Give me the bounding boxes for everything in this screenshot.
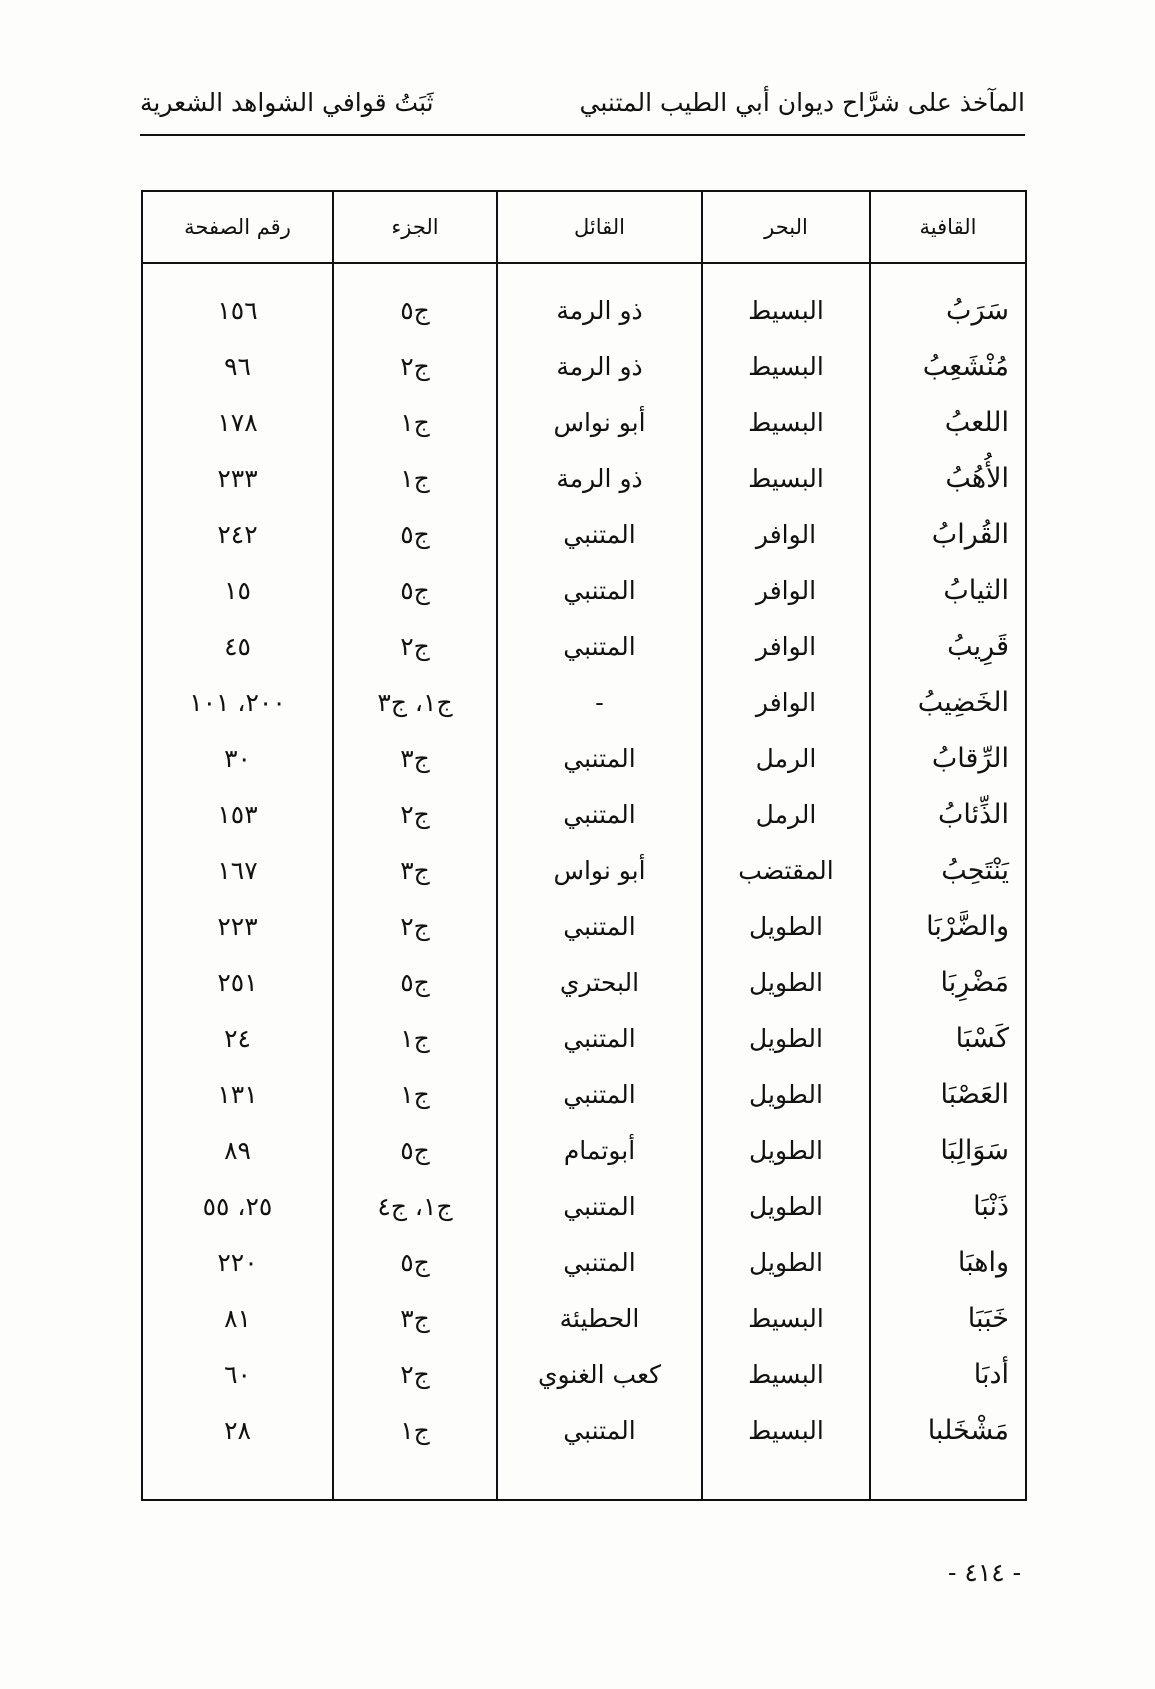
- table-row: [142, 1234, 1026, 1290]
- part-cell: ج١: [333, 450, 497, 506]
- table-row: [142, 1346, 1026, 1402]
- meter-cell: البسيط: [702, 450, 870, 506]
- page-cell: ٢٥، ٥٥: [202, 1191, 273, 1221]
- table-row: [142, 450, 1026, 506]
- part-cell: ج٢: [333, 338, 497, 394]
- poet-cell: المتنبي: [497, 1402, 702, 1458]
- table-row: [142, 954, 1026, 1010]
- rhyme-cell: العَصْبَا: [870, 1066, 1026, 1122]
- part-cell: ج٢: [333, 618, 497, 674]
- page-cell: ١٥: [224, 575, 251, 605]
- page-cell: ٦٠: [224, 1359, 251, 1389]
- table-row: [142, 898, 1026, 954]
- page-cell: ٢٤٢: [217, 519, 258, 549]
- page-cell: ١٥٦: [217, 295, 258, 325]
- table-header: [142, 191, 1026, 263]
- part-cell: ج٢: [333, 786, 497, 842]
- meter-cell: الوافر: [702, 674, 870, 730]
- table-row: [142, 562, 1026, 618]
- poet-cell: المتنبي: [497, 1178, 702, 1234]
- meter-cell: البسيط: [702, 394, 870, 450]
- table-row: [142, 674, 1026, 730]
- part-cell: ج٥: [333, 282, 497, 338]
- rhyme-cell: مُنْشَعِبُ: [870, 338, 1026, 394]
- part-cell: ج٢: [333, 898, 497, 954]
- meter-cell: الطويل: [702, 1010, 870, 1066]
- table-row: [142, 842, 1026, 898]
- part-cell: ج٢: [333, 1346, 497, 1402]
- poet-cell: المتنبي: [497, 562, 702, 618]
- rhyme-cell: اللعبُ: [870, 394, 1026, 450]
- table-row: [142, 1402, 1026, 1458]
- page-cell: ٣٠: [224, 743, 251, 773]
- rhyme-cell: سَرَبُ: [870, 282, 1026, 338]
- poet-cell: المتنبي: [497, 1234, 702, 1290]
- rhyme-cell: الرِّقابُ: [870, 730, 1026, 786]
- part-cell: ج٣: [333, 730, 497, 786]
- rhyme-cell: القُرابُ: [870, 506, 1026, 562]
- table-spacer: [142, 1458, 1026, 1500]
- rhyme-cell: الأُهُبُ: [870, 450, 1026, 506]
- meter-cell: الطويل: [702, 1234, 870, 1290]
- part-cell: ج٣: [333, 842, 497, 898]
- running-header: [140, 78, 1025, 136]
- meter-cell: الطويل: [702, 1122, 870, 1178]
- poet-cell: البحتري: [497, 954, 702, 1010]
- rhyme-cell: والضَّرْبَا: [870, 898, 1026, 954]
- table-row: [142, 1010, 1026, 1066]
- page-cell: ٢٥١: [217, 967, 258, 997]
- page-cell: ١٣١: [217, 1079, 258, 1109]
- part-cell: ج١: [333, 1066, 497, 1122]
- meter-cell: البسيط: [702, 338, 870, 394]
- meter-cell: الطويل: [702, 1066, 870, 1122]
- table-row: [142, 394, 1026, 450]
- meter-cell: الرمل: [702, 730, 870, 786]
- poet-cell: أبوتمام: [497, 1122, 702, 1178]
- page-cell: ١٥٣: [217, 799, 258, 829]
- rhyme-cell: أدبَا: [870, 1346, 1026, 1402]
- page-cell: ٩٦: [224, 351, 251, 381]
- part-cell: ج١، ج٣: [333, 674, 497, 730]
- poet-cell: المتنبي: [497, 1066, 702, 1122]
- meter-cell: البسيط: [702, 1346, 870, 1402]
- column-header-page: رقم الصفحة: [142, 191, 333, 263]
- poet-cell: المتنبي: [497, 730, 702, 786]
- poet-cell: كعب الغنوي: [497, 1346, 702, 1402]
- meter-cell: المقتضب: [702, 842, 870, 898]
- page-number: - ٤١٤ -: [948, 1558, 1022, 1587]
- meter-cell: الوافر: [702, 506, 870, 562]
- page-cell: ٢٢٠: [217, 1247, 258, 1277]
- part-cell: ج٥: [333, 562, 497, 618]
- rhyme-cell: واهبَا: [870, 1234, 1026, 1290]
- meter-cell: البسيط: [702, 282, 870, 338]
- poet-cell: المتنبي: [497, 1010, 702, 1066]
- part-cell: ج٣: [333, 1290, 497, 1346]
- meter-cell: الطويل: [702, 954, 870, 1010]
- page-cell: ٢٤: [224, 1023, 251, 1053]
- rhyme-cell: سَوَالِبَا: [870, 1122, 1026, 1178]
- poet-cell: المتنبي: [497, 786, 702, 842]
- part-cell: ج٥: [333, 954, 497, 1010]
- table-row: [142, 506, 1026, 562]
- table-row: [142, 282, 1026, 338]
- rhyme-cell: الخَضِيبُ: [870, 674, 1026, 730]
- poet-cell: المتنبي: [497, 506, 702, 562]
- table-row: [142, 1290, 1026, 1346]
- meter-cell: الوافر: [702, 618, 870, 674]
- part-cell: ج٥: [333, 1234, 497, 1290]
- book-title: المآخذ على شرَّاح ديوان أبي الطيب المتنبي: [579, 88, 1025, 117]
- table-row: [142, 786, 1026, 842]
- part-cell: ج٥: [333, 506, 497, 562]
- table-body: [142, 263, 1026, 1500]
- poet-cell: -: [497, 674, 702, 730]
- table-row: [142, 730, 1026, 786]
- column-header-rhyme: القافية: [870, 191, 1026, 263]
- table-row: [142, 618, 1026, 674]
- rhyme-cell: قَرِيبُ: [870, 618, 1026, 674]
- meter-cell: البسيط: [702, 1290, 870, 1346]
- column-header-meter: البحر: [702, 191, 870, 263]
- rhyme-cell: ذَنْبَا: [870, 1178, 1026, 1234]
- rhyme-cell: كَسْبَا: [870, 1010, 1026, 1066]
- rhyme-cell: الذِّئابُ: [870, 786, 1026, 842]
- table-row: [142, 1122, 1026, 1178]
- rhymes-index-table: [141, 190, 1027, 1501]
- page-cell: ٢٠٠، ١٠١: [189, 687, 286, 717]
- poet-cell: أبو نواس: [497, 842, 702, 898]
- page-cell: ٢٣٣: [217, 463, 258, 493]
- page-cell: ٤٥: [224, 631, 251, 661]
- poet-cell: الحطيئة: [497, 1290, 702, 1346]
- column-header-poet: القائل: [497, 191, 702, 263]
- header-row: [142, 191, 1026, 263]
- page-cell: ١٦٧: [217, 855, 258, 885]
- poet-cell: المتنبي: [497, 898, 702, 954]
- rhyme-cell: مَشْخَلبا: [870, 1402, 1026, 1458]
- meter-cell: البسيط: [702, 1402, 870, 1458]
- page-cell: ١٧٨: [217, 407, 258, 437]
- table-row: [142, 1178, 1026, 1234]
- rhyme-cell: مَضْرِبَا: [870, 954, 1026, 1010]
- part-cell: ج١: [333, 1402, 497, 1458]
- rhyme-cell: الثيابُ: [870, 562, 1026, 618]
- page-cell: ٢٢٣: [217, 911, 258, 941]
- meter-cell: الطويل: [702, 898, 870, 954]
- poet-cell: المتنبي: [497, 618, 702, 674]
- part-cell: ج١، ج٤: [333, 1178, 497, 1234]
- part-cell: ج٥: [333, 1122, 497, 1178]
- table-row: [142, 338, 1026, 394]
- table-spacer: [142, 263, 1026, 282]
- part-cell: ج١: [333, 1010, 497, 1066]
- poet-cell: أبو نواس: [497, 394, 702, 450]
- section-title: ثَبَتُ قوافي الشواهد الشعرية: [140, 88, 434, 117]
- poet-cell: ذو الرمة: [497, 282, 702, 338]
- poet-cell: ذو الرمة: [497, 450, 702, 506]
- table-row: [142, 1066, 1026, 1122]
- page-cell: ٨١: [224, 1303, 251, 1333]
- rhyme-cell: خَبَبَا: [870, 1290, 1026, 1346]
- rhyme-cell: يَنْتَحِبُ: [870, 842, 1026, 898]
- column-header-part: الجزء: [333, 191, 497, 263]
- page-cell: ٢٨: [224, 1415, 251, 1445]
- meter-cell: الوافر: [702, 562, 870, 618]
- meter-cell: الطويل: [702, 1178, 870, 1234]
- poet-cell: ذو الرمة: [497, 338, 702, 394]
- page-cell: ٨٩: [224, 1135, 251, 1165]
- part-cell: ج١: [333, 394, 497, 450]
- meter-cell: الرمل: [702, 786, 870, 842]
